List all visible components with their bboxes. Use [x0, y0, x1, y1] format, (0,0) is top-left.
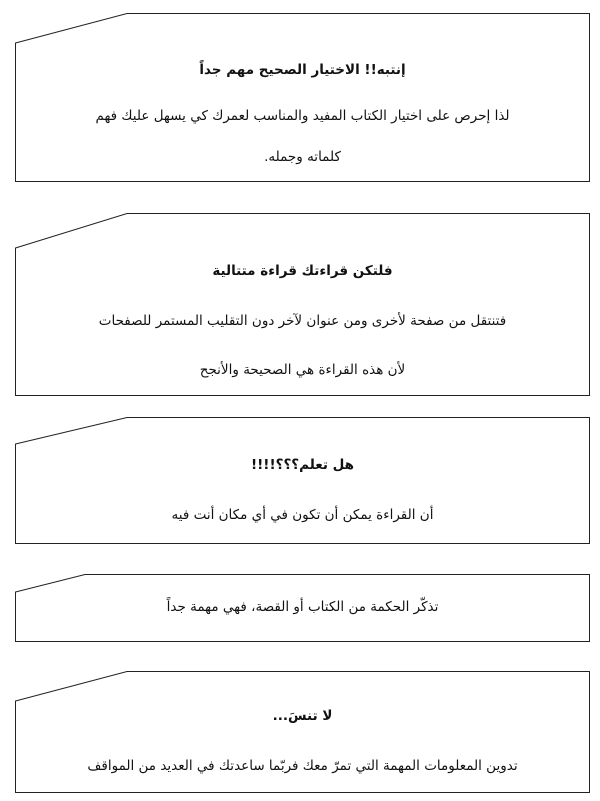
card-text-line: تذكّر الحكمة من الكتاب أو القصة، فهي مهمة جداً: [166, 599, 439, 615]
card-heading: هل تعلم؟؟؟!!!!: [250, 457, 355, 473]
card-text-line: لأن هذه القراءة هي الصحيحة والأنجح: [199, 362, 406, 378]
card-heading: إنتبه!! الاختيار الصحيح مهم جداً: [199, 62, 406, 78]
tip-card-sequential-reading: [15, 213, 590, 396]
tip-card-choose-book: [15, 13, 590, 182]
card-text-line: تدوين المعلومات المهمة التي تمرّ معك فربّما ساعدتك في العديد من المواقف: [87, 758, 518, 774]
folded-card-frame: [15, 417, 590, 544]
card-heading: لا تنسَ...: [272, 708, 333, 724]
tip-card-did-you-know: [15, 417, 590, 544]
tip-card-take-notes: [15, 671, 590, 793]
card-text-line: فتنتقل من صفحة لأخرى ومن عنوان لآخر دون التقليب المستمر للصفحات: [98, 313, 507, 329]
card-text-line: لذا إحرص على اختيار الكتاب المفيد والمناسب لعمرك كي يسهل عليك فهم: [95, 108, 510, 124]
card-text-line: أن القراءة يمكن أن تكون في أي مكان أنت فيه: [171, 507, 434, 523]
card-text-line: كلماته وجمله.: [264, 149, 341, 165]
card-heading: فلتكن قراءتك قراءة متتالية: [212, 263, 393, 279]
tip-card-remember-wisdom: [15, 574, 590, 642]
